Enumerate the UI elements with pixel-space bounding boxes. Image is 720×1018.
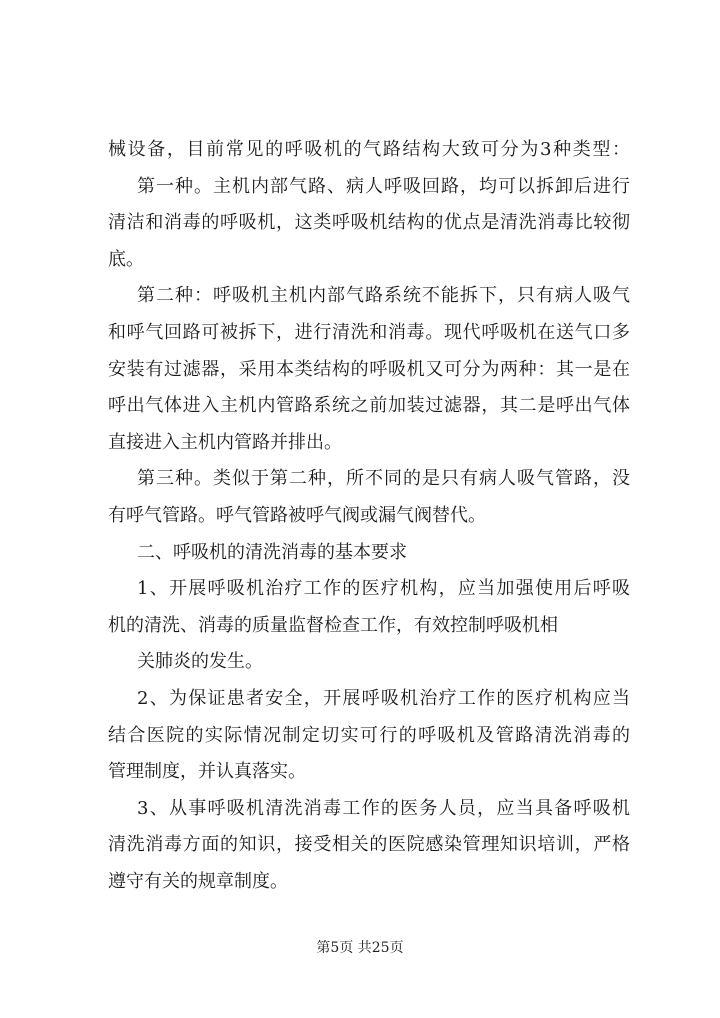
text-line: 二、呼吸机的清洗消毒的基本要求	[137, 541, 407, 563]
document-body	[108, 132, 630, 900]
text-line: 3、从事呼吸机清洗消毒工作的医务人员，应当具备呼吸机	[137, 797, 630, 819]
text-line: 呼出气体进入主机内管路系统之前加装过滤器，其二是呼出气体	[108, 395, 630, 417]
text-line: 械设备，目前常见的呼吸机的气路结构大致可分为3种类型：	[108, 139, 630, 160]
text-line: 安装有过滤器，采用本类结构的呼吸机又可分为两种：其一是在	[108, 358, 630, 380]
text-line: 2、为保证患者安全，开展呼吸机治疗工作的医疗机构应当	[137, 687, 630, 709]
text-line: 第二种：呼吸机主机内部气路系统不能拆下，只有病人吸气	[137, 285, 630, 307]
text-line: 清洗消毒方面的知识，接受相关的医院感染管理知识培训，严格	[108, 834, 630, 856]
text-line: 第三种。类似于第二种，所不同的是只有病人吸气管路，没	[137, 468, 630, 490]
text-line: 结合医院的实际情况制定切实可行的呼吸机及管路清洗消毒的	[108, 724, 630, 746]
text-line: 有呼气管路。呼气管路被呼气阀或漏气阀替代。	[108, 504, 486, 526]
text-line: 1、开展呼吸机治疗工作的医疗机构，应当加强使用后呼吸	[137, 578, 630, 600]
page-number-footer: 第5页 共25页	[316, 940, 404, 956]
text-line: 直接进入主机内管路并排出。	[108, 431, 342, 453]
text-line: 和呼气回路可被拆下，进行清洗和消毒。现代呼吸机在送气口多	[108, 321, 630, 343]
text-line: 机的清洗、消毒的质量监督检查工作，有效控制呼吸机相	[108, 614, 558, 636]
text-line: 遵守有关的规章制度。	[108, 870, 288, 892]
text-line: 底。	[108, 248, 144, 270]
text-line: 清洁和消毒的呼吸机，这类呼吸机结构的优点是清洗消毒比较彻	[108, 212, 630, 234]
text-line: 第一种。主机内部气路、病人呼吸回路，均可以拆卸后进行	[137, 175, 630, 197]
text-line: 管理制度，并认真落实。	[108, 761, 306, 783]
text-line: 关肺炎的发生。	[137, 651, 263, 673]
